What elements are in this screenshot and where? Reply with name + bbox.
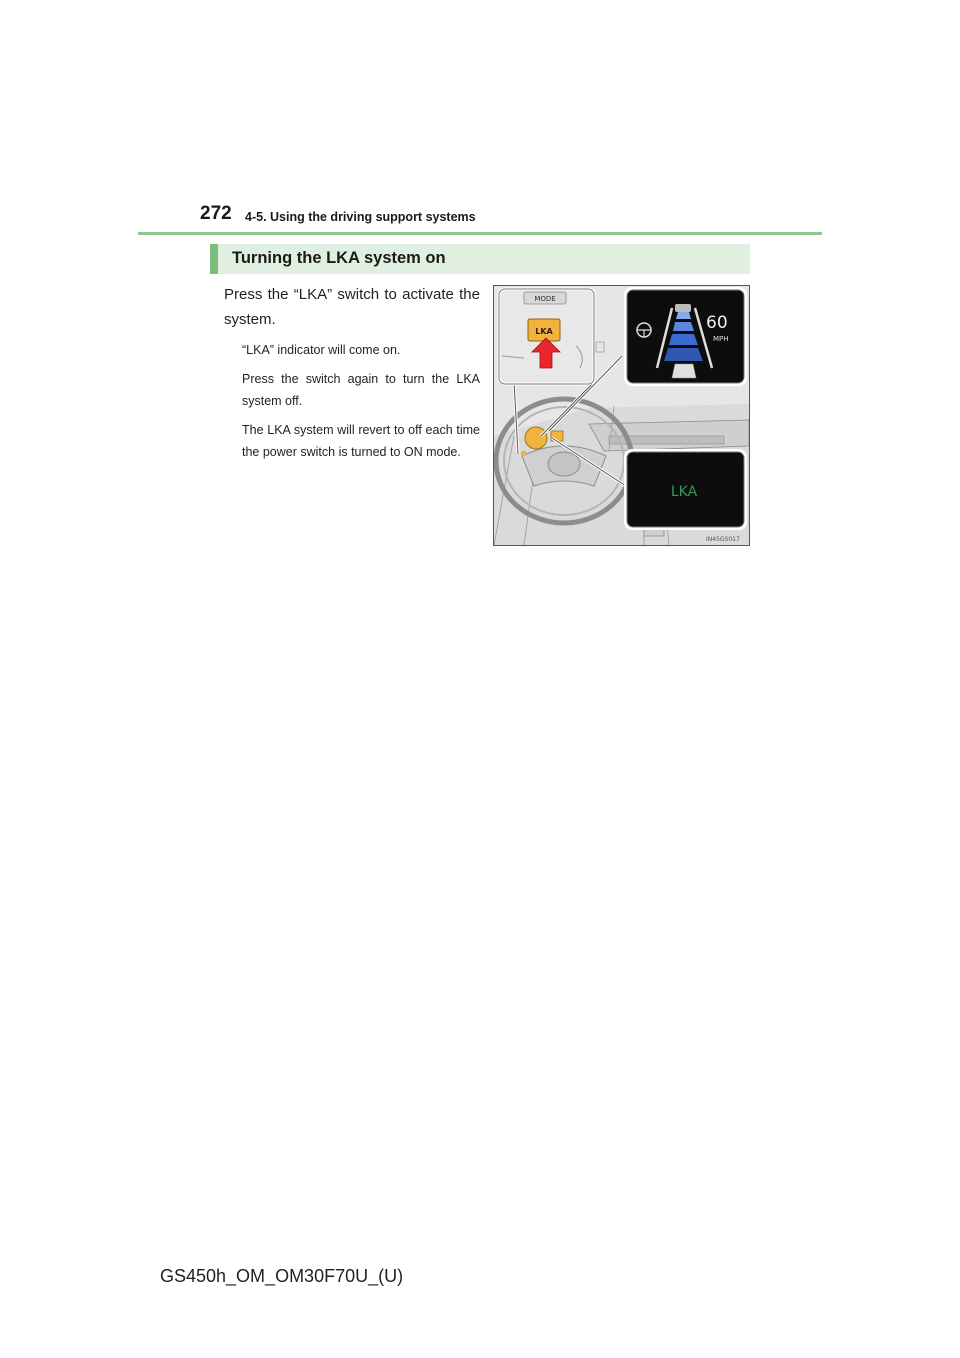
lka-switch-label: LKA	[535, 327, 553, 336]
section-path: 4-5. Using the driving support systems	[245, 210, 476, 224]
switch-callout	[499, 289, 604, 384]
mode-switch-label: MODE	[534, 295, 556, 303]
document-code: GS450h_OM_OM30F70U_(U)	[160, 1266, 404, 1286]
figure-code: IN45GS017	[706, 536, 740, 543]
lka-indicator-callout	[624, 449, 747, 530]
page-number: 272	[200, 203, 232, 224]
section-title: Turning the LKA system on	[232, 249, 446, 267]
lka-indicator: LKA	[670, 484, 698, 500]
note-turn-off: Press the switch again to turn the LKA system off.	[242, 371, 480, 408]
note-indicator: “LKA” indicator will come on.	[242, 343, 401, 357]
header-rule	[138, 232, 822, 235]
notes-list	[242, 339, 480, 470]
note-revert: The LKA system will revert to off each time the power switch is turned to ON mode.	[242, 422, 480, 459]
section-heading-bar	[210, 244, 750, 274]
speed-unit: MPH	[713, 335, 729, 343]
lane-display-callout	[624, 287, 747, 386]
lka-switch-illustration	[493, 285, 750, 546]
instruction-text: Press the “LKA” switch to activate the system.	[224, 286, 480, 328]
speed-value: 60	[706, 313, 728, 333]
